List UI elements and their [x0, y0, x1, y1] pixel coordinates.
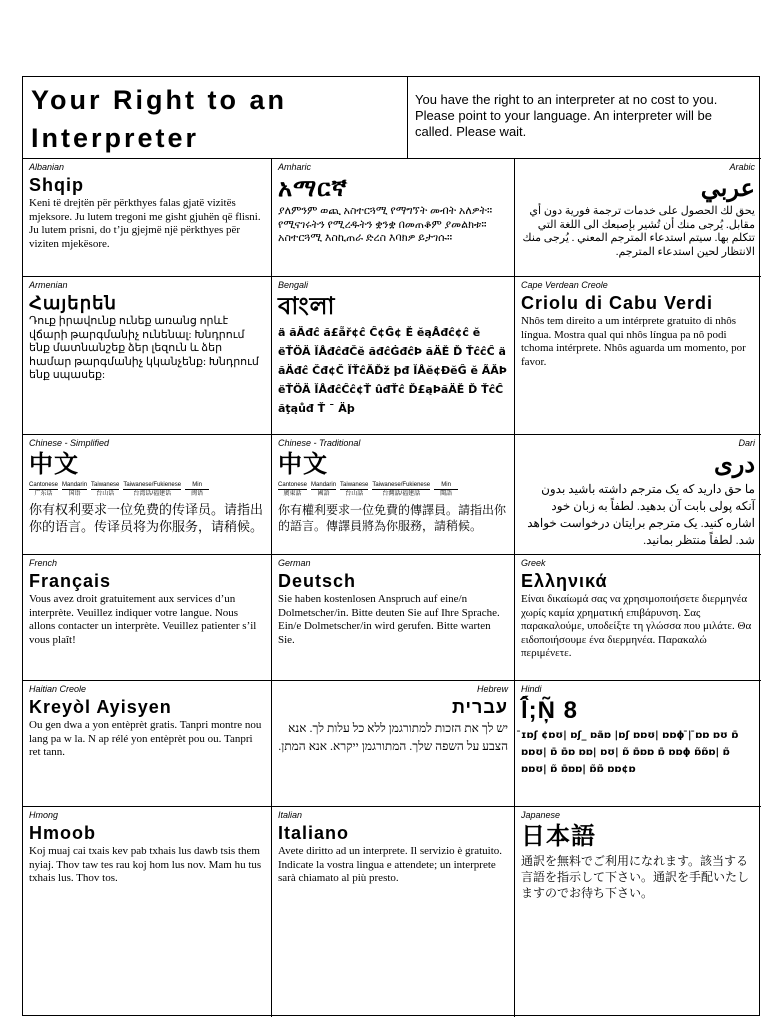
- language-notice: Ou gen dwa a yon entèprèt gratis. Tanpri montre nou lang pa w la. N ap rélé yon entèprèt pou ou. Tanpri ret tann.: [29, 719, 262, 758]
- language-notice: 你有权利要求一位免费的传译员。请指出你的语言。传译员将为你服务，请稍候。: [29, 503, 264, 535]
- dialect-list: [278, 481, 508, 498]
- dialect-mandarin: Mandarin 國語: [311, 482, 337, 497]
- language-name: Armenian: [29, 280, 68, 290]
- language-native-name: عربي: [700, 175, 755, 202]
- language-name: Cape Verdean Creole: [521, 280, 608, 290]
- dialect-mandarin: Mandarin 国语: [62, 482, 88, 497]
- language-name: Hindi: [521, 684, 542, 694]
- language-notice: Είναι δικαίωμά σας να χρησιμοποιήσετε διερμηνέα χωρίς καμία χρηματική επιβάρυνση. Σας παρακαλούμε, υποδείξτε τη γλώσσα που μιλάτε. Θα ειδοποιήσουμε ένα διερμηνέα. Παρακαλώ περιμένετε.: [521, 593, 752, 659]
- language-native-name: 中文: [278, 451, 328, 478]
- language-notice: Keni të drejtën për përkthyes falas gjatë vizitës mjeksore. Ju lutem tregoni me gisht gjuhën që flisni. Ju lutem prisni, do t’ju gjejmë një përkthyes për viziten mjekësore.: [29, 197, 261, 250]
- dialect-taiwanese: Taiwanese 台山話: [340, 482, 369, 497]
- language-cell-armenian[interactable]: [23, 277, 272, 435]
- language-native-name: Italiano: [278, 823, 350, 843]
- language-cell-chinese-traditional[interactable]: [272, 435, 515, 555]
- language-cell-hmong[interactable]: [23, 807, 272, 1017]
- language-name: Bengali: [278, 280, 309, 290]
- language-cell-amharic[interactable]: [272, 159, 515, 277]
- dialect-min: Min 闽语: [185, 481, 209, 498]
- language-cell-haitian-creole[interactable]: [23, 681, 272, 807]
- language-name: Chinese - Simplified: [29, 438, 110, 448]
- language-name: Hmong: [29, 810, 59, 820]
- language-notice: ያለምንም ወጪ አስተርጓሚ የማግኘት መብት አለዎት። የሚናገሩትን የሚረዱትን ቋንቋ በመጠቆም ያመልክቱ። አስተርጓሚ እስኪጠራ ድረስ እባክዎ ይታገሱ።: [278, 205, 493, 244]
- language-native-name: دری: [713, 451, 755, 478]
- language-notice: Nhôs tem direito a um intérprete gratuito di nhôs língua. Mostra qual qui nhôs língua pa nô podi tchoma intérprete. Nhôs aguarda um momento, por favor.: [521, 315, 746, 368]
- language-native-name: 日本語: [521, 823, 596, 850]
- language-name: French: [29, 558, 58, 568]
- dialect-list: [29, 481, 265, 498]
- language-native-name: Kreyòl Ayisyen: [29, 697, 172, 717]
- language-native-name: አማርኛ: [278, 175, 348, 202]
- language-name: Albanian: [29, 162, 65, 172]
- language-name: Chinese - Traditional: [278, 438, 361, 448]
- language-cell-italian[interactable]: [272, 807, 515, 1017]
- language-name: German: [278, 558, 311, 568]
- language-name: Japanese: [521, 810, 561, 820]
- title-block: [23, 77, 408, 159]
- language-notice: ä ăÄđĉ ă£ẵř¢ĉ Ĉ¢Ĝ¢ Ĕ ĕąÅđĉ¢ĉ ĕ ëŤÖÄ ĬÅđĉđČĕ ăđĉĠđĉÞ ăÄĔ Ď ŤĉĉĈ ä ăÄđĉ Čđ¢Č ĬŤĉĂĎž þđ ĬÅĕ¢ĐĕĜ ĕ ÃĂÞ ëŤÖÄ ĬÅđĉĈĉ¢Ť ûđŤĉ Ď£ąÞăÄĔ Ď ŤĉĈ ăţąůđ Ť ˉ Äþ: [278, 326, 507, 415]
- language-native-name: Hmoob: [29, 823, 96, 843]
- language-notice: Avete diritto ad un interprete. Il servizio è gratuito. Indicate la vostra lingua e attendete; un interprete sarà chiamato al più presto.: [278, 845, 502, 884]
- language-cell-german[interactable]: [272, 555, 515, 681]
- language-notice: Sie haben kostenlosen Anspruch auf eine/n Dolmetscher/in. Bitte deuten Sie auf Ihre Sprache. Ein/e Dolmetscher/in wird gerufen. Bitte warten Sie.: [278, 593, 500, 646]
- language-notice: يحق لك الحصول على خدمات ترجمة فورية دون أي مقابل. يُرجى منك أن تُشير بإصبعك الى اللغة التي تتكلم بها. سيتم استدعاء المترجم المعني . يُرجى منك الانتظار لحين استدعاء المترجم.: [522, 205, 755, 258]
- dialect-cantonese: Cantonese 廣東話: [278, 482, 308, 497]
- language-notice: Koj muaj cai txais kev pab txhais lus dawb tsis them nyiaj. Thov taw tes rau koj hom lus nov. Mam hu tus txhais lus. Thov tos.: [29, 845, 262, 884]
- language-native-name: Français: [29, 571, 112, 591]
- language-native-name: Ελληνικά: [521, 571, 608, 591]
- language-cell-hindi[interactable]: [515, 681, 761, 807]
- dialect-taiwanese-fukienese: Taiwanese/Fukienese 台灣話/福建話: [372, 482, 431, 497]
- language-cell-french[interactable]: [23, 555, 272, 681]
- dialect-cantonese: Cantonese 广东话: [29, 482, 59, 497]
- language-native-name: Shqip: [29, 175, 84, 195]
- notice-frame: [22, 76, 760, 1016]
- language-notice: ما حق دارید که یک مترجم داشته باشید بدون آنکه پولی بابت آن بدهید. لطفاً به زبان خود اشاره کنید. یک مترجم برایتان درخواست خواهد شد. لطفاً منتظر بمانید.: [527, 482, 755, 547]
- language-native-name: বাংলা: [278, 293, 336, 320]
- language-name: Arabic: [729, 162, 755, 172]
- language-name: Haitian Creole: [29, 684, 87, 694]
- language-notice: 你有權利要求一位免費的傳譯員。請指出你的語言。傳譯員將為你服務，請稍候。: [278, 503, 507, 533]
- language-cell-dari[interactable]: [515, 435, 761, 555]
- language-cell-arabic[interactable]: [515, 159, 761, 277]
- language-native-name: ĺ̂;Ņ̃ 8: [521, 697, 579, 724]
- language-notice: יש לך את הזכות למתורגמן ללא כל עלות לך. אנא הצבע על השפה שלך. המתורגמן ייקרא. אנא המתן.: [278, 721, 508, 753]
- language-name: Amharic: [278, 162, 312, 172]
- page-title: Your Right to an Interpreter: [31, 85, 287, 153]
- language-cell-greek[interactable]: [515, 555, 761, 681]
- language-native-name: 中文: [29, 451, 79, 478]
- language-native-name: Հայերեն: [29, 293, 117, 313]
- intro-text: You have the right to an interpreter at no cost to you. Please point to your language. An interpreter will be called. Please wait.: [408, 77, 761, 159]
- dialect-min: Min 閩語: [434, 481, 458, 498]
- language-notice: 通訳を無料でご利用になれます。該当する言語を指示して下さい。通訳を手配いたしますのでお待ち下さい。: [521, 854, 750, 900]
- dialect-taiwanese-fukienese: Taiwanese/Fukienese 台湾话/福建话: [123, 482, 182, 497]
- language-cell-chinese-simplified[interactable]: [23, 435, 272, 555]
- language-notice: Vous avez droit gratuitement aux services d’un interprète. Veuillez indiquer votre langue. Nous allons contacter un interprète. Veuillez patienter s’il vous plaît!: [29, 593, 257, 646]
- language-native-name: Criolu di Cabu Verdi: [521, 293, 714, 313]
- language-name: Dari: [738, 438, 755, 448]
- language-notice: ̄ɪɒʃ ¢ɒʊ| ɒʃ_ ɒãɒ |ɒʃ ɒɒʊ| ɒɒɸ ̄| ̄ɒɒ ɒʊ ɒ̄ ɒɒʊ| ɒ̄ ɒ̄ɒ ɒɒ| ɒʊ| ɒ̃ ɒ̄ɒɒ ɒ̄ ɒɒɸ ɒ̃ɒ̃ɒ| ɒ̃ ɒɒʊ| ɒ̃ ɒ̄ɒɒ| ɒ̃ɒ̃ ɒɒ¢ɒ: [521, 730, 739, 775]
- language-cell-bengali[interactable]: [272, 277, 515, 435]
- language-cell-japanese[interactable]: [515, 807, 761, 1017]
- language-name: Greek: [521, 558, 546, 568]
- language-native-name: Deutsch: [278, 571, 357, 591]
- language-notice: Դուք իրավունք ունեք առանց որևէ վճարի թարգմանիչ ունենալ: Խնդրում ենք մատնանշեք ձեր լեզուն և ձեր համար թարգմանիչ կկանչենք: Խնդրում ենք սպասեք:: [29, 315, 259, 381]
- language-name: Hebrew: [476, 684, 508, 694]
- language-cell-cape-verdean-creole[interactable]: [515, 277, 761, 435]
- language-name: Italian: [278, 810, 303, 820]
- dialect-taiwanese: Taiwanese 台山话: [91, 482, 120, 497]
- language-cell-hebrew[interactable]: [272, 681, 515, 807]
- language-cell-albanian[interactable]: [23, 159, 272, 277]
- language-native-name: עברית: [451, 697, 508, 717]
